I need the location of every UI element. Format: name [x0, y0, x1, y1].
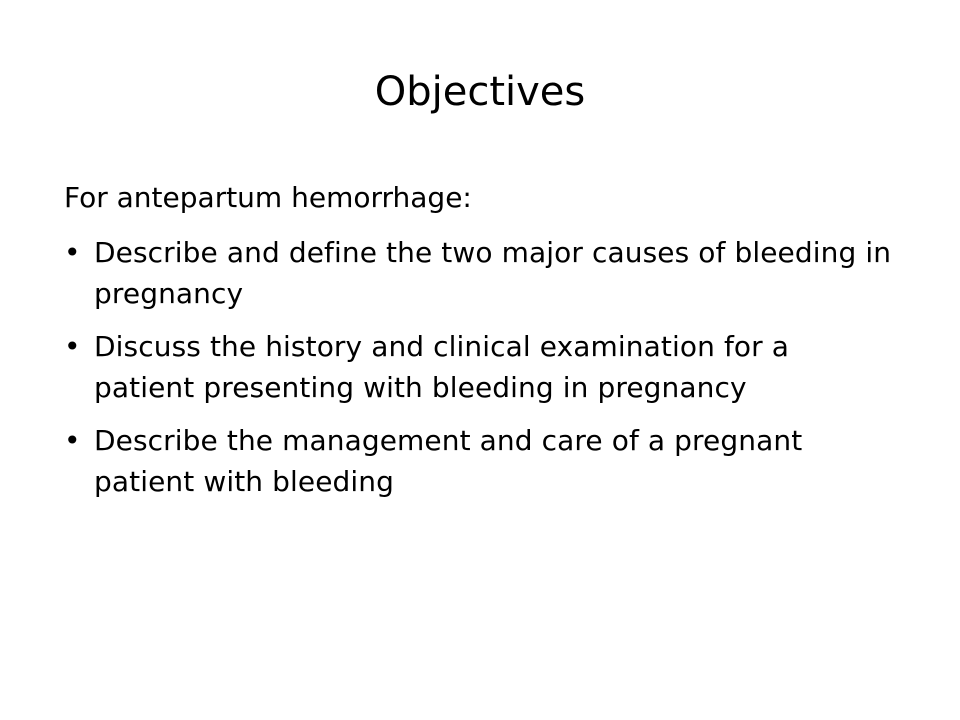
bullet-item: [64, 326, 894, 408]
bullet-item: [64, 420, 894, 502]
slide-body: [64, 176, 894, 502]
bullet-item: [64, 232, 894, 314]
bullet-dot-icon: •: [64, 424, 81, 457]
bullet-text: Describe the management and care of a pregnant patient with bleeding: [94, 424, 803, 498]
bullet-dot-icon: •: [64, 236, 81, 269]
slide-title: Objectives: [374, 69, 586, 115]
bullet-dot-icon: •: [64, 330, 81, 363]
bullet-text: Describe and define the two major causes of bleeding in pregnancy: [94, 236, 892, 310]
bullet-text: Discuss the history and clinical examination for a patient presenting with bleeding in pregnancy: [94, 330, 790, 404]
intro-text: For antepartum hemorrhage:: [64, 181, 472, 214]
bullet-list: [64, 232, 894, 502]
